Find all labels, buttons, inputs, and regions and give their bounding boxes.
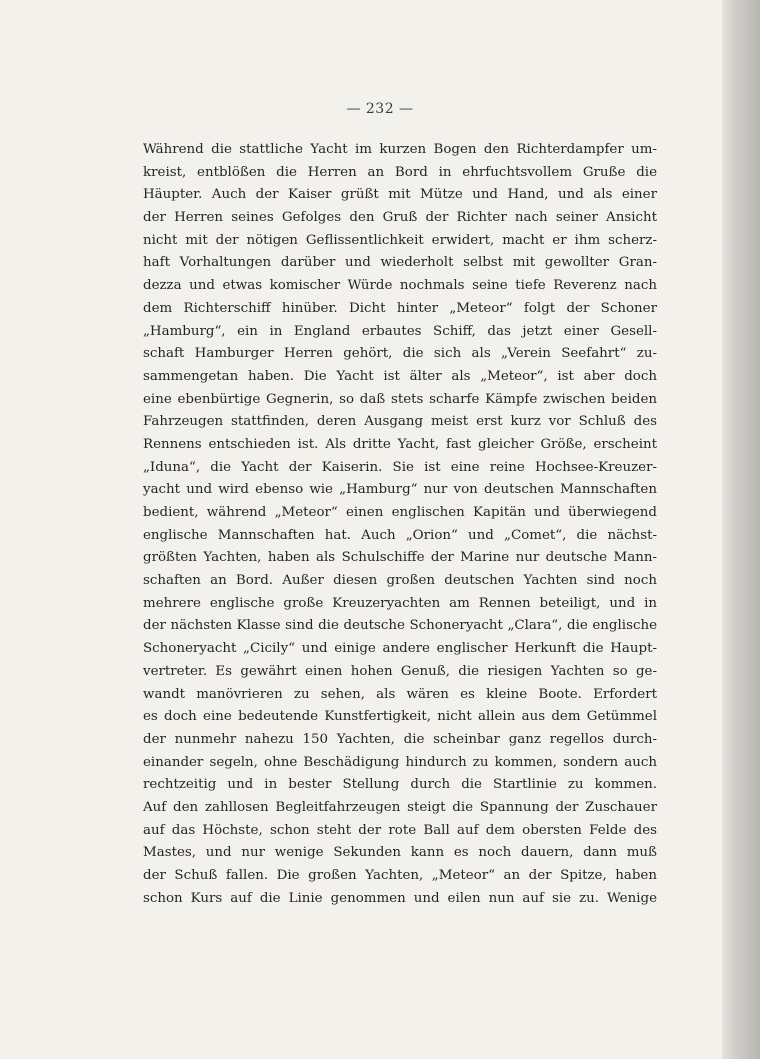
text-line: Fahrzeugen stattfinden, deren Ausgang meist erst kurz vor Schluß des — [143, 414, 657, 430]
text-line: wandt manövrieren zu sehen, als wären es kleine Boote. Erfordert — [143, 686, 657, 702]
text-line: Mastes, und nur wenige Sekunden kann es noch dauern, dann muß — [143, 845, 657, 861]
text-line: schon Kurs auf die Linie genommen und eilen nun auf sie zu. Wenige — [143, 890, 657, 906]
text-line: mehrere englische große Kreuzeryachten am Rennen beteiligt, und in — [143, 595, 657, 611]
text-line: eine ebenbürtige Gegnerin, so daß stets scharfe Kämpfe zwischen beiden — [143, 391, 657, 407]
body-text — [143, 139, 657, 910]
text-line: Schoneryacht „Cicily“ und einige andere englischer Herkunft die Haupt- — [143, 641, 657, 657]
text-line: schaft Hamburger Herren gehört, die sich als „Verein Seefahrt“ zu- — [143, 346, 657, 362]
text-line: dem Richterschiff hinüber. Dicht hinter „Meteor“ folgt der Schoner — [143, 300, 657, 316]
text-line: es doch eine bedeutende Kunstfertigkeit, nicht allein aus dem Getümmel — [143, 709, 657, 725]
text-line: vertreter. Es gewährt einen hohen Genuß, die riesigen Yachten so ge- — [143, 663, 657, 679]
text-line: Auf den zahllosen Begleitfahrzeugen steigt die Spannung der Zuschauer — [143, 799, 657, 815]
text-line: Häupter. Auch der Kaiser grüßt mit Mütze und Hand, und als einer — [143, 187, 657, 203]
text-line: bedient, während „Meteor“ einen englischen Kapitän und überwiegend — [143, 505, 657, 520]
text-line: nicht mit der nötigen Geflissentlichkeit erwidert, macht er ihm scherz- — [143, 232, 657, 248]
page-number: — 232 — — [346, 101, 414, 117]
text-line: schaften an Bord. Außer diesen großen deutschen Yachten sind noch — [143, 573, 657, 589]
text-line: Rennens entschieden ist. Als dritte Yacht, fast gleicher Größe, erscheint — [143, 436, 657, 452]
text-line: yacht und wird ebenso wie „Hamburg“ nur von deutschen Mannschaften — [143, 482, 657, 498]
text-line: sammengetan haben. Die Yacht ist älter als „Meteor“, ist aber doch — [143, 368, 657, 384]
text-line: einander segeln, ohne Beschädigung hindurch zu kommen, sondern auch — [143, 754, 657, 770]
book-spine-shadow — [722, 0, 760, 1059]
text-line: englische Mannschaften hat. Auch „Orion“ und „Comet“, die nächst- — [143, 527, 657, 543]
text-line: der nunmehr nahezu 150 Yachten, die scheinbar ganz regellos durch- — [143, 731, 657, 747]
text-line: haft Vorhaltungen darüber und wiederholt selbst mit gewollter Gran- — [143, 255, 657, 271]
text-line: der Schuß fallen. Die großen Yachten, „Meteor“ an der Spitze, haben — [143, 868, 657, 883]
text-line: der Herren seines Gefolges den Gruß der Richter nach seiner Ansicht — [143, 210, 657, 226]
text-line: „Hamburg“, ein in England erbautes Schiff, das jetzt einer Gesell- — [143, 323, 657, 339]
text-line: größten Yachten, haben als Schulschiffe der Marine nur deutsche Mann- — [143, 550, 657, 566]
text-line: Während die stattliche Yacht im kurzen Bogen den Richterdampfer um- — [143, 142, 657, 157]
text-line: der nächsten Klasse sind die deutsche Schoneryacht „Clara“, die englische — [143, 618, 657, 634]
text-line: auf das Höchste, schon steht der rote Ball auf dem obersten Felde des — [143, 822, 657, 838]
text-line: dezza und etwas komischer Würde nochmals seine tiefe Reverenz nach — [143, 278, 657, 294]
text-line: rechtzeitig und in bester Stellung durch die Startlinie zu kommen. — [143, 777, 657, 793]
text-line: „Iduna“, die Yacht der Kaiserin. Sie ist eine reine Hochsee-Kreuzer- — [143, 459, 657, 475]
text-line: kreist, entblößen die Herren an Bord in ehrfuchtsvollem Gruße die — [143, 164, 657, 180]
